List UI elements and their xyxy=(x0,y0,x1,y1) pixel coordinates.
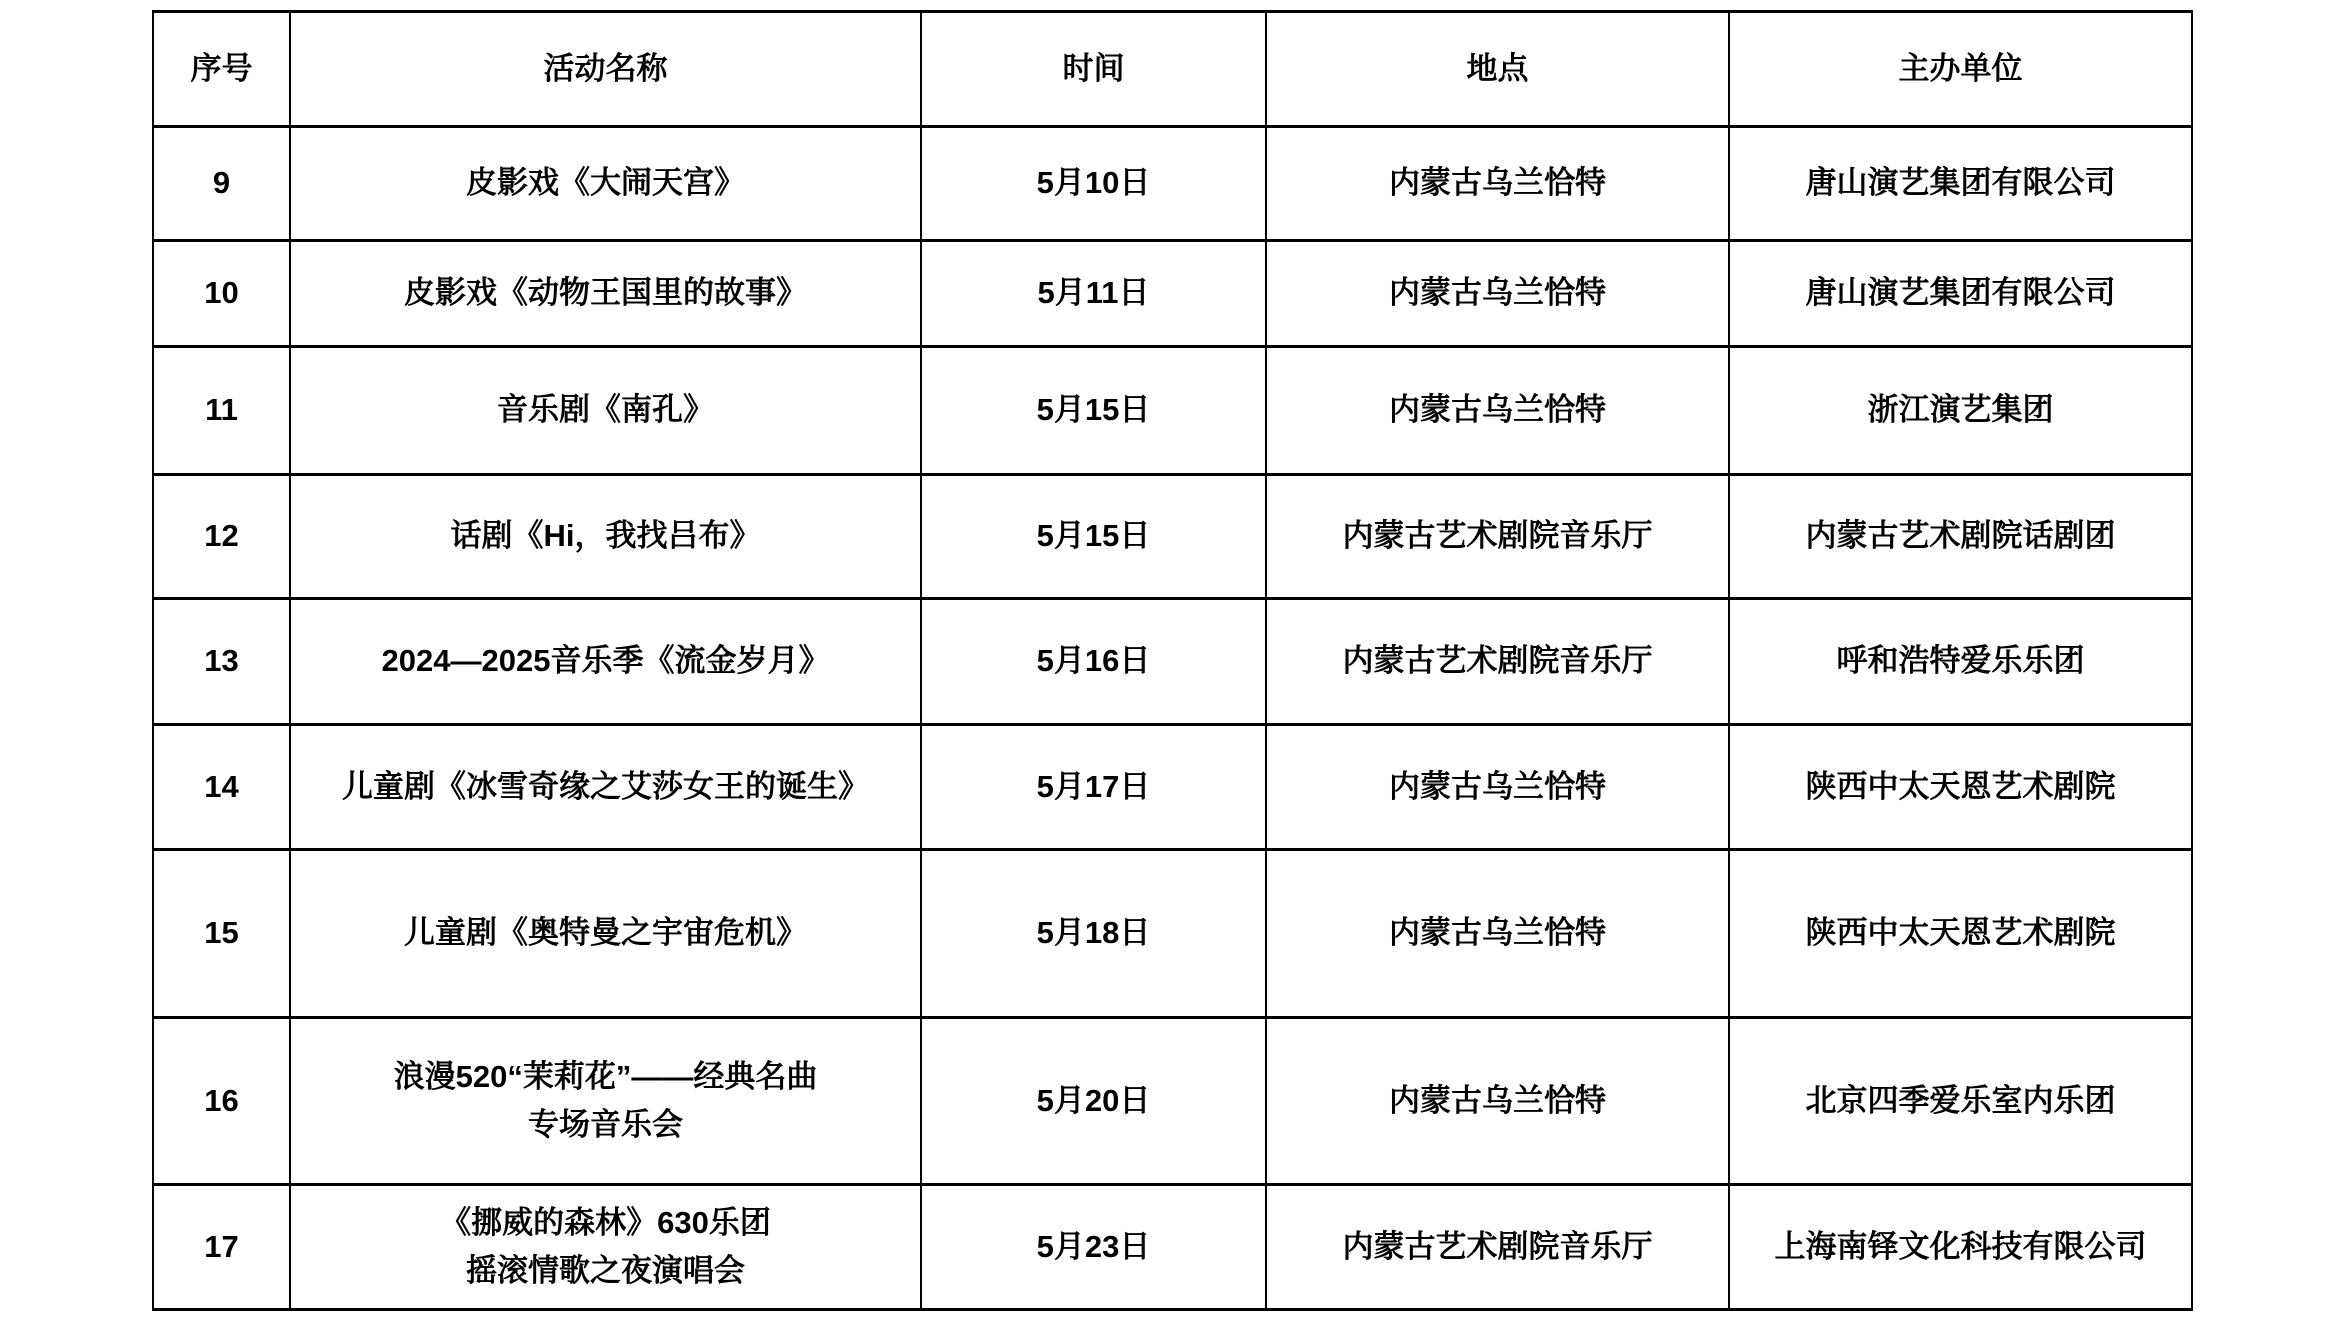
name-cell: 儿童剧《冰雪奇缘之艾莎女王的诞生》 xyxy=(290,725,921,850)
col-header-location: 地点 xyxy=(1266,12,1729,127)
table-row xyxy=(153,475,2192,599)
name-cell: 皮影戏《动物王国里的故事》 xyxy=(290,241,921,347)
time-cell: 5月23日 xyxy=(921,1185,1266,1310)
col-header-index: 序号 xyxy=(153,12,290,127)
organizer-cell: 唐山演艺集团有限公司 xyxy=(1729,241,2192,347)
index-cell: 9 xyxy=(153,127,290,241)
index-cell: 10 xyxy=(153,241,290,347)
organizer-cell: 陕西中太天恩艺术剧院 xyxy=(1729,850,2192,1018)
time-cell: 5月10日 xyxy=(921,127,1266,241)
location-cell: 内蒙古乌兰恰特 xyxy=(1266,850,1729,1018)
time-cell: 5月11日 xyxy=(921,241,1266,347)
index-cell: 11 xyxy=(153,347,290,475)
table-row xyxy=(153,725,2192,850)
organizer-cell: 唐山演艺集团有限公司 xyxy=(1729,127,2192,241)
location-cell: 内蒙古艺术剧院音乐厅 xyxy=(1266,1185,1729,1310)
time-cell: 5月15日 xyxy=(921,347,1266,475)
name-cell: 音乐剧《南孔》 xyxy=(290,347,921,475)
name-cell: 2024—2025音乐季《流金岁月》 xyxy=(290,599,921,725)
index-cell: 13 xyxy=(153,599,290,725)
organizer-cell: 浙江演艺集团 xyxy=(1729,347,2192,475)
header-row xyxy=(153,12,2192,127)
time-cell: 5月20日 xyxy=(921,1018,1266,1185)
time-cell: 5月16日 xyxy=(921,599,1266,725)
table-row xyxy=(153,1185,2192,1310)
index-cell: 16 xyxy=(153,1018,290,1185)
location-cell: 内蒙古艺术剧院音乐厅 xyxy=(1266,599,1729,725)
organizer-cell: 内蒙古艺术剧院话剧团 xyxy=(1729,475,2192,599)
events-table xyxy=(152,10,2193,1311)
col-header-time: 时间 xyxy=(921,12,1266,127)
table-row xyxy=(153,347,2192,475)
time-cell: 5月18日 xyxy=(921,850,1266,1018)
table-row xyxy=(153,599,2192,725)
name-cell: 儿童剧《奥特曼之宇宙危机》 xyxy=(290,850,921,1018)
index-cell: 14 xyxy=(153,725,290,850)
time-cell: 5月17日 xyxy=(921,725,1266,850)
table-row xyxy=(153,1018,2192,1185)
table-row xyxy=(153,127,2192,241)
events-table-container xyxy=(152,10,2193,1311)
col-header-name: 活动名称 xyxy=(290,12,921,127)
location-cell: 内蒙古乌兰恰特 xyxy=(1266,725,1729,850)
name-cell: 话剧《Hi，我找吕布》 xyxy=(290,475,921,599)
organizer-cell: 上海南铎文化科技有限公司 xyxy=(1729,1185,2192,1310)
index-cell: 17 xyxy=(153,1185,290,1310)
location-cell: 内蒙古乌兰恰特 xyxy=(1266,127,1729,241)
organizer-cell: 呼和浩特爱乐乐团 xyxy=(1729,599,2192,725)
location-cell: 内蒙古乌兰恰特 xyxy=(1266,347,1729,475)
organizer-cell: 北京四季爱乐室内乐团 xyxy=(1729,1018,2192,1185)
table-row xyxy=(153,850,2192,1018)
organizer-cell: 陕西中太天恩艺术剧院 xyxy=(1729,725,2192,850)
col-header-organizer: 主办单位 xyxy=(1729,12,2192,127)
index-cell: 12 xyxy=(153,475,290,599)
time-cell: 5月15日 xyxy=(921,475,1266,599)
location-cell: 内蒙古乌兰恰特 xyxy=(1266,1018,1729,1185)
location-cell: 内蒙古乌兰恰特 xyxy=(1266,241,1729,347)
name-cell: 皮影戏《大闹天宫》 xyxy=(290,127,921,241)
name-cell: 《挪威的森林》630乐团 摇滚情歌之夜演唱会 xyxy=(290,1185,921,1310)
name-cell: 浪漫520“茉莉花”——经典名曲 专场音乐会 xyxy=(290,1018,921,1185)
index-cell: 15 xyxy=(153,850,290,1018)
location-cell: 内蒙古艺术剧院音乐厅 xyxy=(1266,475,1729,599)
table-row xyxy=(153,241,2192,347)
